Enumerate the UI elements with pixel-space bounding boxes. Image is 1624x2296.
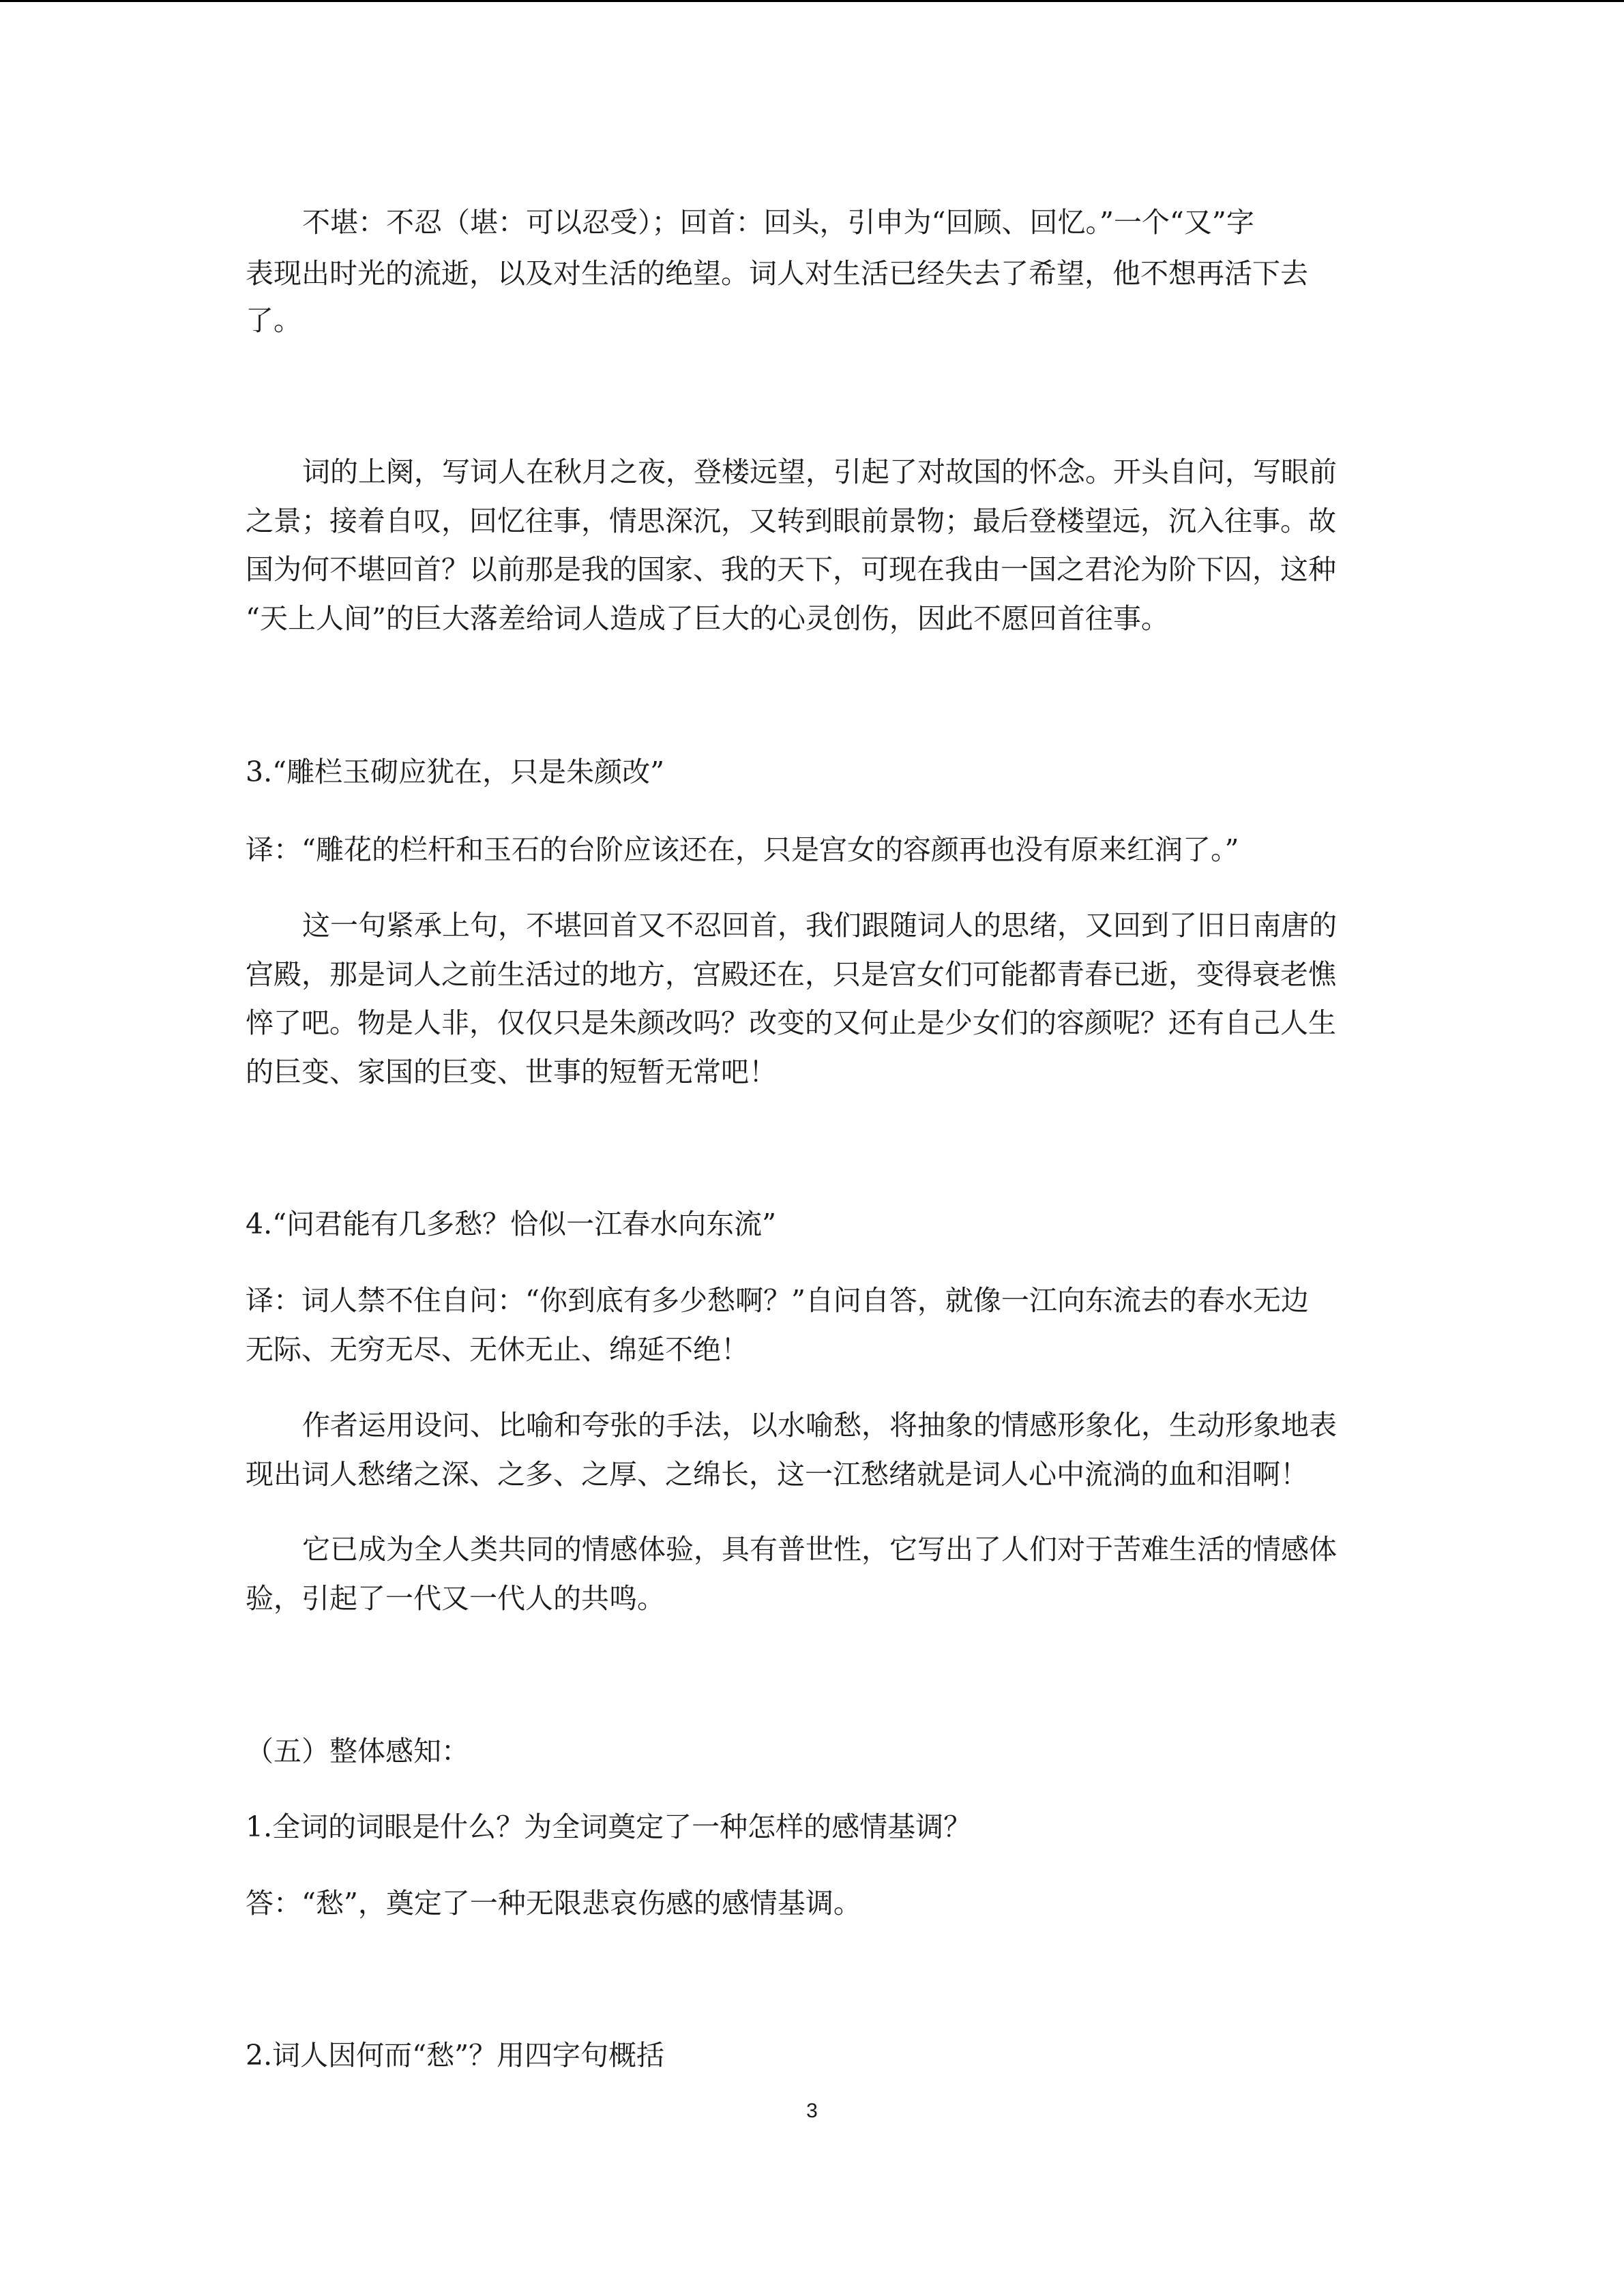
translation-line: 无际、无穷无尽、无休无止、绵延不绝！ <box>246 1333 749 1366</box>
paragraph-line: 这一句紧承上句，不堪回首又不忍回首，我们跟随词人的思绪，又回到了旧日南唐的 <box>302 909 1337 942</box>
paragraph-line: “天上人间”的巨大落差给词人造成了巨大的心灵创伤，因此不愿回首往事。 <box>246 602 1169 635</box>
paragraph-line: 了。 <box>246 304 301 337</box>
paragraph-line: 它已成为全人类共同的情感体验，具有普世性，它写出了人们对于苦难生活的情感体 <box>302 1533 1337 1566</box>
paragraph-line: 现出词人愁绪之深、之多、之厚、之绵长，这一江愁绪就是词人心中流淌的血和泪啊！ <box>246 1458 1308 1491</box>
paragraph-line: 词的上阕，写词人在秋月之夜，登楼远望，引起了对故国的怀念。开头自问，写眼前 <box>302 456 1337 488</box>
section-heading: 4.“问君能有几多愁？恰似一江春水向东流” <box>246 1208 777 1240</box>
section-heading: （五）整体感知： <box>246 1735 469 1768</box>
paragraph-line: 宫殿，那是词人之前生活过的地方，宫殿还在，只是宫女们可能都青春已逝，变得衰老憔 <box>246 958 1336 991</box>
translation-line: 译：“雕花的栏杆和玉石的台阶应该还在，只是宫女的容颜再也没有原来红润了。” <box>246 833 1239 866</box>
paragraph-line: 之景；接着自叹，回忆往事，情思深沉，又转到眼前景物；最后登楼望远，沉入往事。故 <box>246 505 1336 537</box>
section-heading: 3.“雕栏玉砌应犹在，只是朱颜改” <box>246 756 665 788</box>
paragraph-line: 不堪：不忍（堪：可以忍受）；回首：回头，引申为“回顾、回忆。”一个“又”字 <box>302 206 1254 239</box>
paragraph-line: 悴了吧。物是人非，仅仅只是朱颜改吗？改变的又何止是少女们的容颜呢？还有自己人生 <box>246 1007 1336 1039</box>
translation-line: 译：词人禁不住自问：“你到底有多少愁啊？”自问自答，就像一江向东流去的春水无边 <box>246 1284 1309 1317</box>
answer-line: 答：“愁”，奠定了一种无限悲哀伤感的感情基调。 <box>246 1887 861 1920</box>
question-line: 2.词人因何而“愁”？用四字句概括 <box>246 2039 665 2072</box>
paragraph-line: 表现出时光的流逝，以及对生活的绝望。词人对生活已经失去了希望，他不想再活下去 <box>246 257 1308 290</box>
page-number: 3 <box>806 2100 818 2122</box>
paragraph-line: 国为何不堪回首？以前那是我的国家、我的天下，可现在我由一国之君沦为阶下囚，这种 <box>246 553 1336 586</box>
question-line: 1.全词的词眼是什么？为全词奠定了一种怎样的感情基调？ <box>246 1810 972 1843</box>
paragraph-line: 验，引起了一代又一代人的共鸣。 <box>246 1582 665 1615</box>
paragraph-line: 的巨变、家国的巨变、世事的短暂无常吧！ <box>246 1056 777 1088</box>
paragraph-line: 作者运用设问、比喻和夸张的手法，以水喻愁，将抽象的情感形象化，生动形象地表 <box>302 1409 1337 1442</box>
